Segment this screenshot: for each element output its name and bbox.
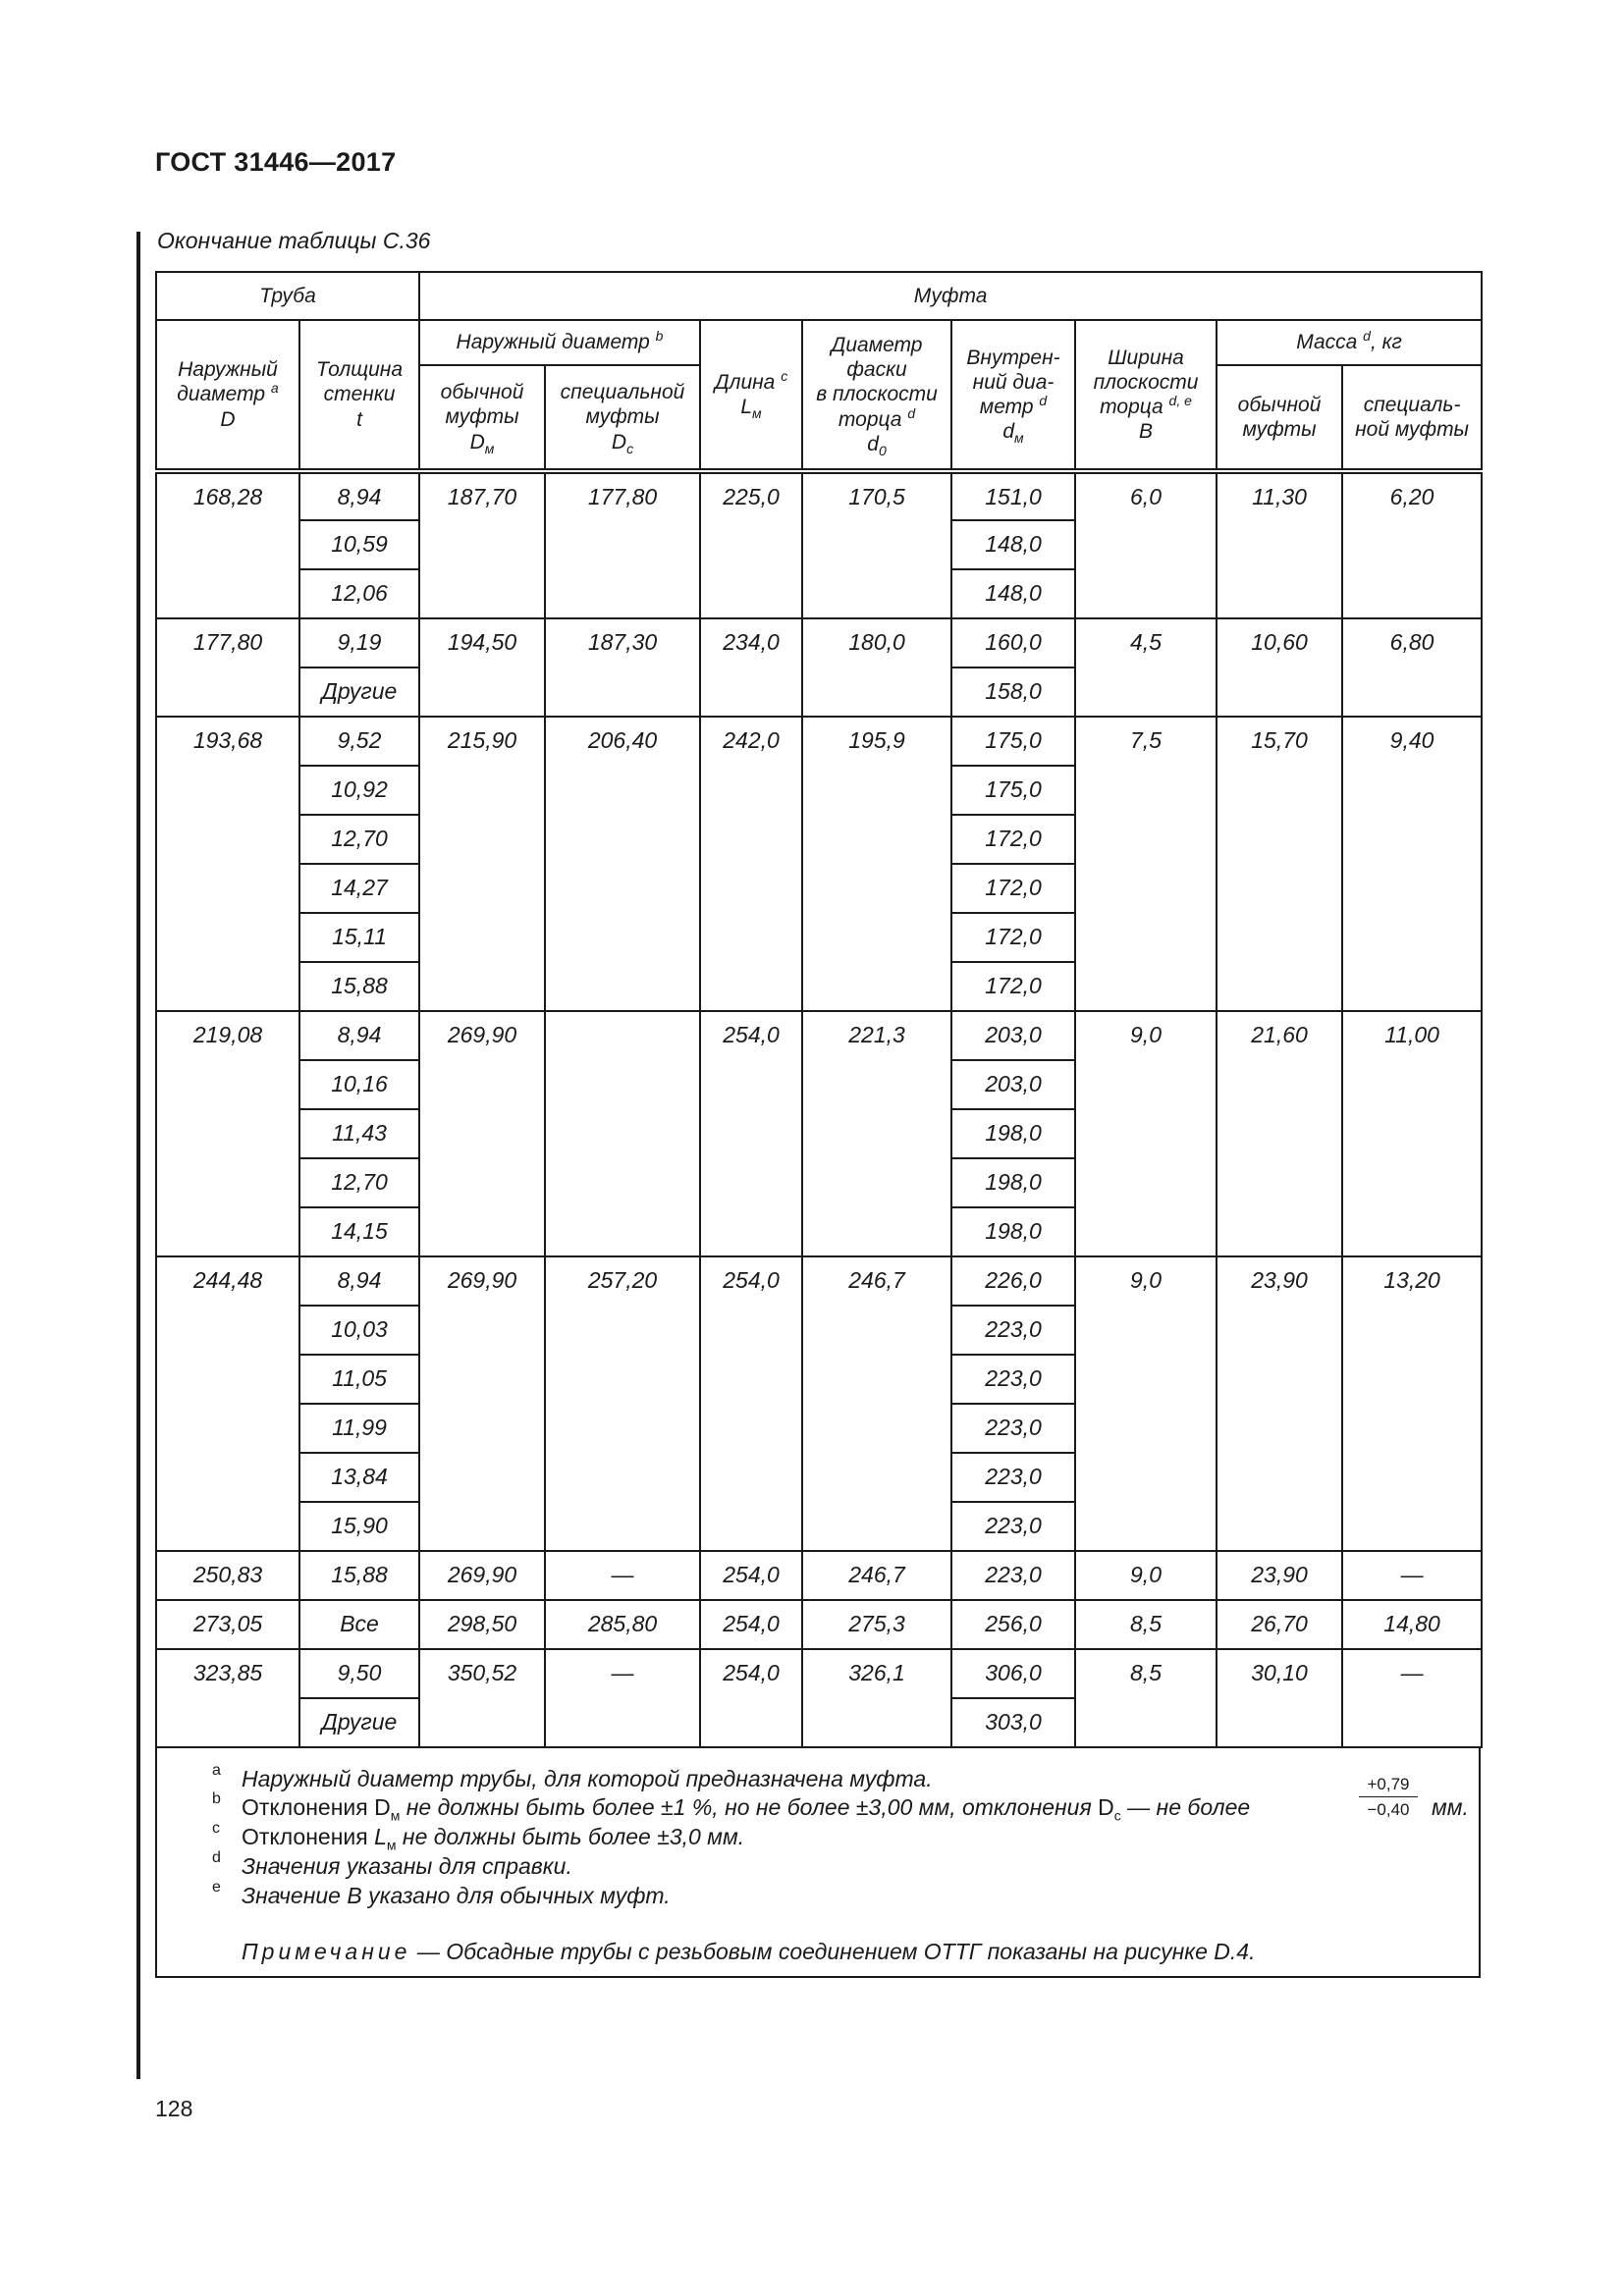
tolerance-fraction: +0,79 −0,40 xyxy=(1359,1776,1418,1818)
cell-pipe-outer-diameter: 168,28 xyxy=(156,471,299,618)
cell-wall-thickness: 14,15 xyxy=(299,1207,419,1256)
footnote-d: d Значения указаны для справки. xyxy=(212,1849,572,1879)
cell-inner-diameter: 303,0 xyxy=(951,1698,1075,1747)
header-coupling-outer-diameter: Наружный диаметр $^b$ xyxy=(419,320,700,365)
cell-coupling-od-normal: 194,50 xyxy=(419,618,545,717)
cell-length: 234,0 xyxy=(700,618,802,717)
cell-pipe-outer-diameter: 273,05 xyxy=(156,1600,299,1649)
cell-inner-diameter: 198,0 xyxy=(951,1158,1075,1207)
header-mass-normal: обычной муфты xyxy=(1217,365,1342,471)
table-caption: Окончание таблицы С.36 xyxy=(157,228,431,253)
header-face-width: Ширина плоскости торца $^{d, e}$ B xyxy=(1075,320,1217,471)
cell-wall-thickness: 11,99 xyxy=(299,1404,419,1453)
cell-inner-diameter: 172,0 xyxy=(951,864,1075,913)
cell-wall-thickness: 14,27 xyxy=(299,864,419,913)
header-pipe: Труба xyxy=(156,272,419,320)
cell-coupling-od-special: — xyxy=(545,1649,700,1747)
cell-coupling-od-normal: 187,70 xyxy=(419,471,545,618)
cell-mass-normal: 23,90 xyxy=(1217,1551,1342,1600)
cell-face-width: 8,5 xyxy=(1075,1600,1217,1649)
cell-inner-diameter: 158,0 xyxy=(951,667,1075,717)
cell-wall-thickness: 9,50 xyxy=(299,1649,419,1698)
cell-mass-normal: 30,10 xyxy=(1217,1649,1342,1747)
cell-chamfer-diameter: 246,7 xyxy=(802,1551,951,1600)
cell-wall-thickness: 8,94 xyxy=(299,1011,419,1060)
cell-inner-diameter: 306,0 xyxy=(951,1649,1075,1698)
cell-face-width: 9,0 xyxy=(1075,1551,1217,1600)
cell-wall-thickness: Все xyxy=(299,1600,419,1649)
cell-chamfer-diameter: 170,5 xyxy=(802,471,951,618)
cell-inner-diameter: 223,0 xyxy=(951,1502,1075,1551)
cell-mass-special: 9,40 xyxy=(1342,717,1482,1011)
cell-coupling-od-special: 206,40 xyxy=(545,717,700,1011)
table-row xyxy=(156,471,1482,520)
cell-coupling-od-normal: 350,52 xyxy=(419,1649,545,1747)
cell-coupling-od-special: 187,30 xyxy=(545,618,700,717)
table-note: Примечание — Обсадные трубы с резьбовым соединением ОТТГ показаны на рисунке D.4. xyxy=(242,1939,1256,1964)
cell-pipe-outer-diameter: 250,83 xyxy=(156,1551,299,1600)
cell-wall-thickness: 11,43 xyxy=(299,1109,419,1158)
header-coupling: Муфта xyxy=(419,272,1482,320)
cell-mass-special: 14,80 xyxy=(1342,1600,1482,1649)
document-title: ГОСТ 31446—2017 xyxy=(155,147,397,177)
cell-mass-normal: 10,60 xyxy=(1217,618,1342,717)
footnote-b-unit: мм. xyxy=(1432,1794,1469,1820)
cell-chamfer-diameter: 221,3 xyxy=(802,1011,951,1256)
header-normal-coupling: обычной муфты $D_м$ xyxy=(419,365,545,471)
cell-length: 254,0 xyxy=(700,1256,802,1551)
cell-chamfer-diameter: 195,9 xyxy=(802,717,951,1011)
cell-mass-special: — xyxy=(1342,1649,1482,1747)
cell-mass-special: — xyxy=(1342,1551,1482,1600)
cell-wall-thickness: 12,06 xyxy=(299,569,419,618)
cell-inner-diameter: 175,0 xyxy=(951,766,1075,815)
cell-mass-normal: 23,90 xyxy=(1217,1256,1342,1551)
table-body xyxy=(156,471,1482,1747)
cell-inner-diameter: 172,0 xyxy=(951,962,1075,1011)
cell-wall-thickness: 9,52 xyxy=(299,717,419,766)
footnote-c: c Отклонения $L_м$ не должны быть более ±3,0 мм. xyxy=(212,1820,745,1853)
cell-wall-thickness: 15,11 xyxy=(299,913,419,962)
cell-pipe-outer-diameter: 323,85 xyxy=(156,1649,299,1747)
header-chamfer-diameter: Диаметр фаски в плоскости торца $^d$ $d_0$ xyxy=(802,320,951,471)
cell-length: 254,0 xyxy=(700,1011,802,1256)
cell-mass-special: 13,20 xyxy=(1342,1256,1482,1551)
cell-coupling-od-special: 285,80 xyxy=(545,1600,700,1649)
cell-mass-special: 6,20 xyxy=(1342,471,1482,618)
cell-inner-diameter: 148,0 xyxy=(951,569,1075,618)
cell-face-width: 8,5 xyxy=(1075,1649,1217,1747)
cell-mass-normal: 21,60 xyxy=(1217,1011,1342,1256)
cell-pipe-outer-diameter: 193,68 xyxy=(156,717,299,1011)
cell-wall-thickness: 10,59 xyxy=(299,520,419,569)
cell-pipe-outer-diameter: 177,80 xyxy=(156,618,299,717)
cell-inner-diameter: 203,0 xyxy=(951,1060,1075,1109)
cell-inner-diameter: 148,0 xyxy=(951,520,1075,569)
cell-wall-thickness: 10,16 xyxy=(299,1060,419,1109)
table-container xyxy=(155,271,1481,1978)
header-special-coupling: специальной муфты $D_с$ xyxy=(545,365,700,471)
cell-coupling-od-special: — xyxy=(545,1551,700,1600)
cell-wall-thickness: 15,88 xyxy=(299,1551,419,1600)
cell-mass-normal: 26,70 xyxy=(1217,1600,1342,1649)
cell-length: 254,0 xyxy=(700,1551,802,1600)
table-row xyxy=(156,618,1482,667)
cell-coupling-od-special: 177,80 xyxy=(545,471,700,618)
cell-inner-diameter: 223,0 xyxy=(951,1404,1075,1453)
cell-wall-thickness: 15,90 xyxy=(299,1502,419,1551)
cell-wall-thickness: 10,92 xyxy=(299,766,419,815)
cell-face-width: 6,0 xyxy=(1075,471,1217,618)
table-row xyxy=(156,717,1482,766)
cell-inner-diameter: 151,0 xyxy=(951,471,1075,520)
cell-wall-thickness: 9,19 xyxy=(299,618,419,667)
cell-mass-special: 11,00 xyxy=(1342,1011,1482,1256)
cell-pipe-outer-diameter: 219,08 xyxy=(156,1011,299,1256)
cell-face-width: 9,0 xyxy=(1075,1011,1217,1256)
cell-coupling-od-normal: 269,90 xyxy=(419,1256,545,1551)
cell-inner-diameter: 223,0 xyxy=(951,1355,1075,1404)
cell-inner-diameter: 256,0 xyxy=(951,1600,1075,1649)
cell-wall-thickness: Другие xyxy=(299,1698,419,1747)
cell-length: 225,0 xyxy=(700,471,802,618)
table-row xyxy=(156,1011,1482,1060)
header-mass: Масса $^d$, кг xyxy=(1217,320,1482,365)
cell-inner-diameter: 160,0 xyxy=(951,618,1075,667)
cell-inner-diameter: 223,0 xyxy=(951,1551,1075,1600)
change-bar xyxy=(136,232,140,2079)
cell-mass-normal: 15,70 xyxy=(1217,717,1342,1011)
cell-length: 254,0 xyxy=(700,1600,802,1649)
cell-length: 242,0 xyxy=(700,717,802,1011)
cell-wall-thickness: 11,05 xyxy=(299,1355,419,1404)
cell-chamfer-diameter: 246,7 xyxy=(802,1256,951,1551)
cell-coupling-od-normal: 269,90 xyxy=(419,1551,545,1600)
header-inner-diameter: Внутрен- ний диа- метр $^d$ $d_м$ xyxy=(951,320,1075,471)
cell-chamfer-diameter: 326,1 xyxy=(802,1649,951,1747)
data-table xyxy=(155,271,1483,1748)
cell-wall-thickness: 12,70 xyxy=(299,815,419,864)
footnote-a: a Наружный диаметр трубы, для которой предназначена муфта. xyxy=(212,1762,933,1791)
table-row xyxy=(156,1600,1482,1649)
footnotes-block xyxy=(155,1748,1481,1978)
cell-length: 254,0 xyxy=(700,1649,802,1747)
cell-wall-thickness: 8,94 xyxy=(299,1256,419,1306)
cell-inner-diameter: 223,0 xyxy=(951,1453,1075,1502)
footnote-e: e Значение B указано для обычных муфт. xyxy=(212,1879,671,1908)
cell-mass-special: 6,80 xyxy=(1342,618,1482,717)
header-wall-thickness: Толщина стенки t xyxy=(299,320,419,471)
cell-inner-diameter: 198,0 xyxy=(951,1207,1075,1256)
table-row xyxy=(156,1256,1482,1306)
table-row xyxy=(156,1551,1482,1600)
cell-inner-diameter: 223,0 xyxy=(951,1306,1075,1355)
cell-wall-thickness: Другие xyxy=(299,667,419,717)
cell-inner-diameter: 198,0 xyxy=(951,1109,1075,1158)
cell-wall-thickness: 15,88 xyxy=(299,962,419,1011)
cell-pipe-outer-diameter: 244,48 xyxy=(156,1256,299,1551)
cell-mass-normal: 11,30 xyxy=(1217,471,1342,618)
table-row xyxy=(156,1649,1482,1698)
page-number: 128 xyxy=(155,2096,193,2121)
cell-inner-diameter: 226,0 xyxy=(951,1256,1075,1306)
cell-coupling-od-special: 257,20 xyxy=(545,1256,700,1551)
header-length: Длина $^c$ $L_м$ xyxy=(700,320,802,471)
cell-inner-diameter: 172,0 xyxy=(951,913,1075,962)
cell-coupling-od-special xyxy=(545,1011,700,1256)
cell-coupling-od-normal: 269,90 xyxy=(419,1011,545,1256)
cell-face-width: 7,5 xyxy=(1075,717,1217,1011)
cell-inner-diameter: 172,0 xyxy=(951,815,1075,864)
cell-inner-diameter: 203,0 xyxy=(951,1011,1075,1060)
cell-chamfer-diameter: 275,3 xyxy=(802,1600,951,1649)
cell-chamfer-diameter: 180,0 xyxy=(802,618,951,717)
footnote-b: b Отклонения $D_м$ не должны быть более ±1 %, но не более ±3,00 мм, отклонения $D_с$ — не более xyxy=(212,1790,1251,1824)
table-header xyxy=(156,272,1482,471)
cell-coupling-od-normal: 298,50 xyxy=(419,1600,545,1649)
header-outer-diameter-pipe: Наружный диаметр $^a$ D xyxy=(156,320,299,471)
cell-wall-thickness: 10,03 xyxy=(299,1306,419,1355)
cell-face-width: 9,0 xyxy=(1075,1256,1217,1551)
header-mass-special: специаль- ной муфты xyxy=(1342,365,1482,471)
cell-face-width: 4,5 xyxy=(1075,618,1217,717)
cell-coupling-od-normal: 215,90 xyxy=(419,717,545,1011)
cell-wall-thickness: 8,94 xyxy=(299,471,419,520)
cell-wall-thickness: 13,84 xyxy=(299,1453,419,1502)
cell-wall-thickness: 12,70 xyxy=(299,1158,419,1207)
cell-inner-diameter: 175,0 xyxy=(951,717,1075,766)
